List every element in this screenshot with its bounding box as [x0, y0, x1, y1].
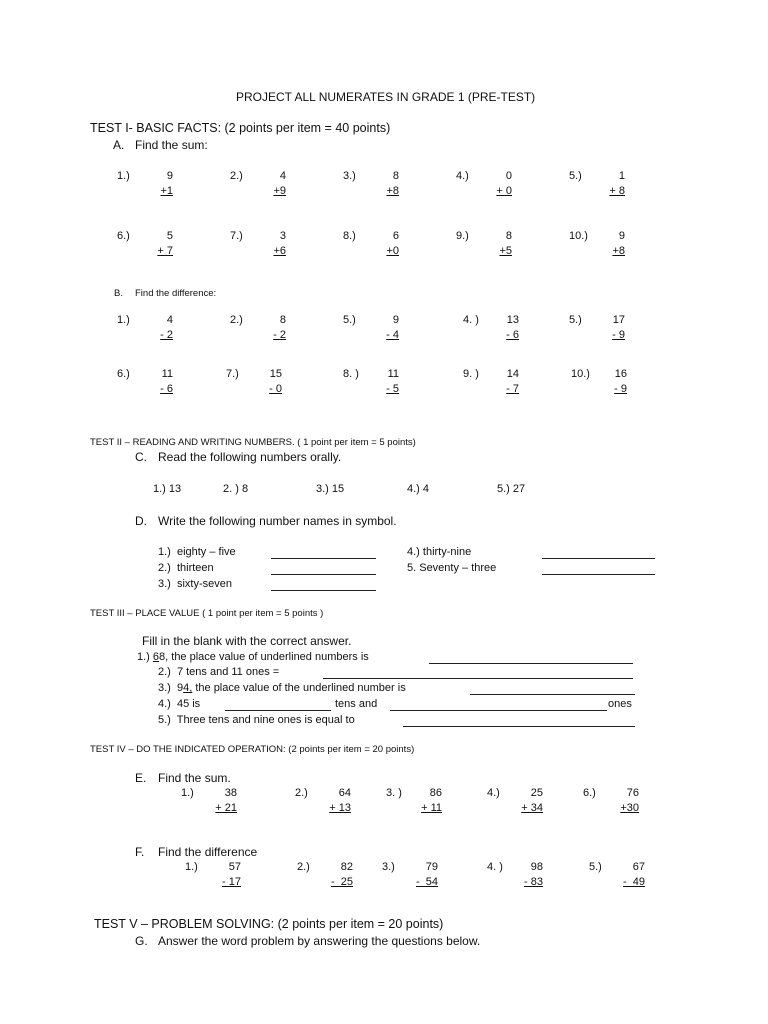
problem-number: 2.)	[295, 787, 308, 799]
problem-number: 10.)	[571, 368, 590, 380]
underlined-digit: 4,	[183, 682, 193, 694]
answer-blank[interactable]	[470, 694, 635, 695]
problem-top-operand: 38	[224, 787, 237, 799]
problem-number: 6.)	[583, 787, 596, 799]
number-name-item: 5. Seventy – three	[407, 562, 497, 574]
problem-bottom-operand: +0	[386, 245, 399, 257]
problem-number: 8. )	[343, 368, 359, 380]
item-digit: 9	[176, 682, 184, 694]
problem-top-operand: 67	[632, 861, 645, 873]
answer-blank[interactable]	[271, 590, 376, 591]
answer-blank[interactable]	[271, 558, 376, 559]
problem-top-operand: 57	[228, 861, 241, 873]
answer-blank[interactable]	[323, 678, 633, 679]
partC-instruction: Read the following numbers orally.	[158, 450, 342, 464]
problem-bottom-operand: + 7	[157, 245, 173, 257]
problem-top-operand: 82	[340, 861, 353, 873]
problem-number: 5.)	[343, 314, 356, 326]
problem-number: 1.)	[117, 170, 130, 182]
item-text: the place value of the underlined number is	[195, 682, 406, 694]
problem-number: 6.)	[117, 368, 130, 380]
problem-top-operand: 8	[505, 230, 512, 242]
problem-number: 2.)	[297, 861, 310, 873]
read-item: 4.) 4	[407, 483, 430, 495]
problem-number: 4.)	[456, 170, 469, 182]
partG-instruction: Answer the word problem by answering the questions below.	[158, 934, 481, 948]
partF-label: F.	[135, 845, 145, 859]
partB-label: B.	[114, 288, 123, 299]
partE-instruction: Find the sum.	[158, 771, 231, 785]
problem-number: 5.)	[569, 170, 582, 182]
test4-heading: TEST IV – DO THE INDICATED OPERATION: (2 points per item = 20 points)	[90, 744, 415, 755]
partC-label: C.	[135, 450, 147, 464]
problem-top-operand: 25	[530, 787, 543, 799]
problem-bottom-operand: - 5	[386, 383, 399, 395]
read-item: 3.) 15	[316, 483, 345, 495]
number-name-item: 2.) thirteen	[158, 562, 214, 574]
problem-top-operand: 15	[269, 368, 282, 380]
problem-number: 4. )	[487, 861, 503, 873]
partG-label: G.	[135, 934, 148, 948]
underlined-digit: 6	[152, 651, 160, 663]
place-value-item-4-tail: ones	[608, 698, 632, 710]
problem-bottom-operand: + 21	[215, 802, 237, 814]
problem-number: 3. )	[386, 787, 402, 799]
problem-top-operand: 4	[279, 170, 286, 182]
problem-bottom-operand: - 6	[160, 383, 173, 395]
answer-blank[interactable]	[403, 726, 635, 727]
partF-instruction: Find the difference	[158, 845, 258, 859]
problem-bottom-operand: - 17	[222, 876, 241, 888]
answer-blank[interactable]	[542, 574, 655, 575]
problem-number: 10.)	[569, 230, 588, 242]
problem-bottom-operand: +1	[160, 185, 173, 197]
problem-bottom-operand: - 25	[330, 876, 353, 888]
problem-top-operand: 17	[612, 314, 625, 326]
partB-instruction: Find the difference:	[135, 288, 217, 299]
partE-label: E.	[135, 771, 147, 785]
problem-bottom-operand: +30	[620, 802, 639, 814]
problem-bottom-operand: + 11	[421, 802, 442, 814]
problem-top-operand: 11	[161, 368, 173, 380]
problem-number: 9. )	[463, 368, 479, 380]
problem-bottom-operand: - 2	[160, 329, 173, 341]
number-name-item: 1.) eighty – five	[158, 546, 236, 558]
problem-number: 1.)	[181, 787, 194, 799]
problem-bottom-operand: +5	[499, 245, 512, 257]
problem-top-operand: 3	[279, 230, 286, 242]
place-value-item-5: 5.) Three tens and nine ones is equal to	[158, 714, 355, 726]
problem-bottom-operand: - 9	[612, 329, 625, 341]
problem-top-operand: 0	[505, 170, 512, 182]
problem-bottom-operand: - 9	[614, 383, 627, 395]
item-number: 1.)	[137, 651, 150, 663]
problem-number: 7.)	[226, 368, 239, 380]
answer-blank[interactable]	[542, 558, 655, 559]
number-name-item: 3.) sixty-seven	[158, 578, 232, 590]
problem-number: 5.)	[569, 314, 582, 326]
problem-bottom-operand: + 8	[609, 185, 625, 197]
partD-label: D.	[135, 514, 147, 528]
problem-number: 2.)	[230, 314, 243, 326]
place-value-item-4-mid: tens and	[335, 698, 378, 710]
place-value-item-4-lead: 4.) 45 is	[158, 698, 201, 710]
problem-number: 1.)	[117, 314, 130, 326]
place-value-item-3	[158, 682, 406, 694]
place-value-item-2: 2.) 7 tens and 11 ones =	[158, 666, 280, 678]
problem-bottom-operand: - 2	[273, 329, 286, 341]
problem-number: 9.)	[456, 230, 469, 242]
problem-top-operand: 76	[626, 787, 639, 799]
test3-instruction: Fill in the blank with the correct answer.	[142, 634, 352, 648]
problem-number: 2.)	[230, 170, 243, 182]
problem-top-operand: 1	[618, 170, 625, 182]
problem-number: 5.)	[589, 861, 602, 873]
test3-heading: TEST III – PLACE VALUE ( 1 point per item = 5 points )	[90, 608, 324, 619]
problem-number: 6.)	[117, 230, 130, 242]
partA-label: A.	[113, 138, 125, 152]
test2-heading: TEST II – READING AND WRITING NUMBERS. ( 1 point per item = 5 points)	[90, 437, 416, 448]
problem-top-operand: 11	[387, 368, 399, 380]
problem-top-operand: 8	[279, 314, 286, 326]
problem-top-operand: 16	[614, 368, 627, 380]
read-item: 5.) 27	[497, 483, 526, 495]
problem-top-operand: 9	[618, 230, 625, 242]
problem-top-operand: 9	[166, 170, 173, 182]
problem-bottom-operand: - 49	[622, 876, 645, 888]
problem-bottom-operand: - 0	[269, 383, 282, 395]
problem-number: 3.)	[382, 861, 395, 873]
problem-bottom-operand: - 54	[415, 876, 438, 888]
problem-bottom-operand: +9	[273, 185, 286, 197]
read-item: 1.) 13	[153, 483, 182, 495]
problem-number: 8.)	[343, 230, 356, 242]
read-item: 2. ) 8	[223, 483, 249, 495]
problem-number: 4. )	[463, 314, 479, 326]
problem-top-operand: 98	[530, 861, 543, 873]
answer-blank[interactable]	[429, 663, 633, 664]
problem-bottom-operand: - 6	[506, 329, 519, 341]
answer-blank[interactable]	[225, 710, 331, 711]
problem-top-operand: 14	[506, 368, 519, 380]
problem-top-operand: 79	[425, 861, 438, 873]
answer-blank[interactable]	[271, 574, 376, 575]
page-title: PROJECT ALL NUMERATES IN GRADE 1 (PRE-TEST)	[236, 90, 536, 104]
item-text: 8, the place value of underlined numbers is	[159, 651, 369, 663]
problem-bottom-operand: +8	[612, 245, 625, 257]
problem-bottom-operand: - 7	[506, 383, 519, 395]
problem-bottom-operand: + 13	[329, 802, 351, 814]
problem-top-operand: 6	[392, 230, 399, 242]
problem-top-operand: 9	[392, 314, 399, 326]
number-name-item: 4.) thirty-nine	[407, 546, 472, 558]
problem-top-operand: 4	[166, 314, 173, 326]
partA-instruction: Find the sum:	[135, 138, 208, 152]
problem-bottom-operand: +8	[386, 185, 399, 197]
problem-bottom-operand: - 83	[524, 876, 543, 888]
problem-number: 7.)	[230, 230, 243, 242]
place-value-item-1	[137, 651, 369, 663]
problem-number: 4.)	[487, 787, 500, 799]
test1-heading: TEST I- BASIC FACTS: (2 points per item = 40 points)	[90, 121, 391, 135]
item-number: 3.)	[158, 682, 171, 694]
problem-top-operand: 5	[166, 230, 173, 242]
problem-top-operand: 64	[338, 787, 351, 799]
test5-heading: TEST V – PROBLEM SOLVING: (2 points per item = 20 points)	[94, 917, 444, 931]
problem-bottom-operand: + 0	[496, 185, 512, 197]
problem-bottom-operand: - 4	[386, 329, 399, 341]
problem-top-operand: 13	[506, 314, 519, 326]
problem-number: 1.)	[185, 861, 198, 873]
problem-bottom-operand: +6	[273, 245, 286, 257]
answer-blank[interactable]	[390, 710, 607, 711]
problem-number: 3.)	[343, 170, 356, 182]
partD-instruction: Write the following number names in symbol.	[158, 514, 397, 528]
problem-top-operand: 8	[392, 170, 399, 182]
problem-top-operand: 86	[429, 787, 442, 799]
problem-bottom-operand: + 34	[521, 802, 543, 814]
